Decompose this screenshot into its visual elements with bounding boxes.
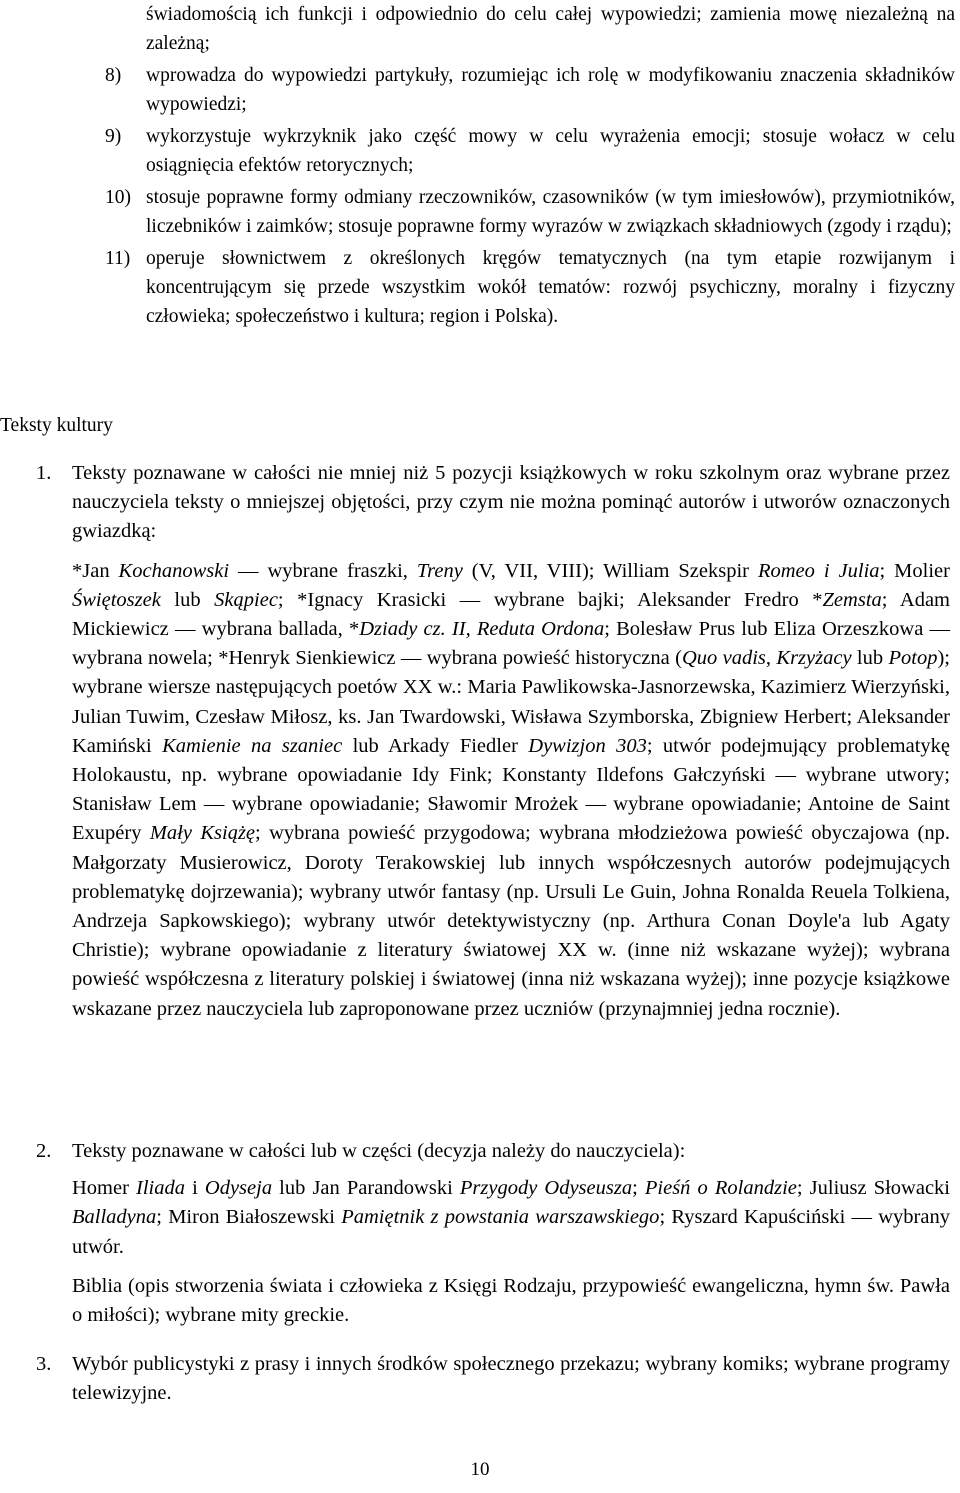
list-item-9 bbox=[105, 122, 955, 180]
section-intro-text: Teksty poznawane w całości nie mniej niż 5 pozycji książkowych w roku szkolnym oraz wybrane przez nauczyciela teksty o mniejszej objętości, przy czym nie można pominąć autorów i utworów oznaczonych gwiazdką: bbox=[72, 462, 950, 543]
section-1 bbox=[36, 459, 950, 1024]
reading-list-text: *Jan Kochanowski — wybrane fraszki, Treny (V, VII, VIII); William Szekspir Romeo i Julia; Molier Świętoszek lub Skąpiec; *Ignacy Krasicki — wybrane bajki; Aleksander Fredro *Zemsta; Adam Mickiewicz — wybrana ballada, *Dziady cz. II, Reduta Ordona; Bolesław Prus lub Eliza Orzeszkowa — wybrana nowela; *Henryk Sienkiewicz — wybrana powieść historyczna (Quo vadis, Krzyżacy lub Potop); wybrane wiersze następujących poetów XX w.: Maria Pawlikowska-Jasnorzewska, Kazimierz Wierzyński, Julian Tuwim, Czesław Miłosz, ks. Jan Twardowski, Wisława Szymborska, Zbigniew Herbert; Aleksander Kamiński Kamienie na szaniec lub Arkady Fiedler Dywizjon 303; utwór podejmujący problematykę Holokaustu, np. wybrane opowiadanie Idy Fink; Konstanty Ildefons Gałczyński — wybrane utwory; Stanisław Lem — wybrane opowiadanie; Sławomir Mrożek — wybrane opowiadanie; Antoine de Saint Exupéry Mały Książę; wybrana powieść przygodowa; wybrana młodzieżowa powieść obyczajowa (np. Małgorzaty Musierowicz, Doroty Terakowskiej lub innych współczesnych autorów podejmujących problematykę dojrzewania); wybrany utwór fantasy (np. Ursuli Le Guin, Johna Ronalda Reuela Tolkiena, Andrzeja Sapkowskiego); wybrany utwór detektywistyczny (np. Arthura Conan Doyle'a lub Agaty Christie); wybrane opowiadanie z literatury światowej XX w. (inne niż wskazane wyżej); wybrana powieść współczesna z literatury polskiej i światowej (inna niż wskazana wyżej); inne pozycje książkowe wskazane przez nauczyciela lub zaproponowane przez uczniów (przynajmniej jedna rocznie). bbox=[72, 559, 951, 1020]
section-2-intro bbox=[36, 1137, 950, 1166]
list-item-number: 11) bbox=[105, 248, 131, 269]
top-numbered-list bbox=[105, 0, 955, 331]
list-item-8 bbox=[105, 61, 955, 119]
section-number: 1. bbox=[36, 462, 52, 484]
list-item-text: operuje słownictwem z określonych kręgów tematycznych (na tym etapie rozwijanym i koncentrującym się przede wszystkim wokół tematów: rozwój psychiczny, moralny i fizyczny człowieka; społeczeństwo i kultura; region i Polska). bbox=[146, 248, 955, 327]
section-2-paragraph-2: Biblia (opis stworzenia świata i człowieka z Księgi Rodzaju, przypowieść ewangeliczna, hymn św. Pawła o miłości); wybrane mity greckie. bbox=[72, 1274, 950, 1327]
section-heading-teksty-kultury: Teksty kultury bbox=[0, 415, 113, 436]
section-intro-text: Teksty poznawane w całości lub w części (decyzja należy do nauczyciela): bbox=[72, 1140, 686, 1162]
list-item-continuation bbox=[105, 0, 955, 58]
section-number: 3. bbox=[36, 1353, 52, 1375]
section-3 bbox=[36, 1350, 950, 1408]
section-1-reading-list bbox=[36, 557, 950, 1024]
list-item-text: stosuje poprawne formy odmiany rzeczowników, czasowników (w tym imiesłowów), przymiotników, liczebników i zaimków; stosuje poprawne formy wyrazów w związkach składniowych (zgody i rządu); bbox=[146, 187, 955, 237]
list-item-number: 8) bbox=[105, 65, 122, 86]
page-number: 10 bbox=[470, 1459, 490, 1480]
section-2-paragraph-1: Homer Iliada i Odyseja lub Jan Parandowski Przygody Odyseusza; Pieśń o Rolandzie; Juliusz Słowacki Balladyna; Miron Białoszewski Pamiętnik z powstania warszawskiego; Ryszard Kapuściński — wybrany utwór. bbox=[72, 1177, 950, 1258]
section-intro-text: Wybór publicystyki z prasy i innych środków społecznego przekazu; wybrany komiks; wybrane programy telewizyjne. bbox=[72, 1353, 950, 1405]
section-2-body bbox=[36, 1174, 950, 1330]
section-2 bbox=[36, 1137, 950, 1330]
list-item-text: świadomością ich funkcji i odpowiednio do celu całej wypowiedzi; zamienia mowę niezależną na zależną; bbox=[146, 4, 955, 54]
list-item-number: 9) bbox=[105, 126, 122, 147]
section-number: 2. bbox=[36, 1140, 52, 1162]
list-item-10 bbox=[105, 183, 955, 241]
list-item-text: wykorzystuje wykrzyknik jako część mowy w celu wyrażenia emocji; stosuje wołacz w celu osiągnięcia efektów retorycznych; bbox=[146, 126, 955, 176]
section-3-intro bbox=[36, 1350, 950, 1408]
list-item-number: 10) bbox=[105, 187, 131, 208]
list-item-text: wprowadza do wypowiedzi partykuły, rozumiejąc ich rolę w modyfikowaniu znaczenia składników wypowiedzi; bbox=[146, 65, 955, 115]
list-item-11 bbox=[105, 244, 955, 331]
section-1-intro bbox=[36, 459, 950, 547]
